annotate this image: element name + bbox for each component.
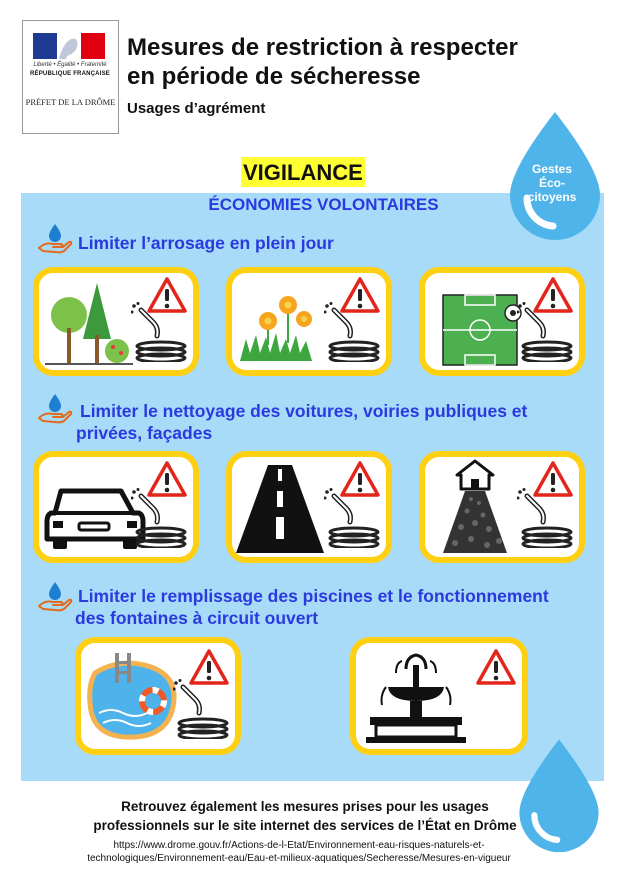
section-cleaning-title: [76, 400, 528, 444]
eco-gestures-drop: [505, 110, 605, 246]
footer-url[interactable]: [14, 839, 584, 865]
page-title: [127, 33, 597, 91]
pool-icon: [81, 643, 235, 749]
warning-icon: [535, 463, 571, 495]
warning-icon: [535, 279, 571, 311]
hand-drop-icon: [37, 580, 73, 612]
hand-drop-icon: [37, 392, 73, 424]
warning-icon: [342, 463, 378, 495]
card-sports-field: [419, 267, 585, 376]
eco-drop-line-3: citoyens: [527, 190, 577, 204]
title-line-2: en période de sécheresse: [127, 63, 421, 90]
warning-icon: [191, 651, 227, 683]
footer-line-2: professionnels sur le site internet des services de l’État en Drôme: [93, 818, 517, 833]
footer-url-line-1[interactable]: https://www.drome.gouv.fr/Actions-de-l-Etat/Environnement-eau-risques-naturels-et-: [113, 840, 485, 851]
hose-icon: [173, 679, 228, 739]
vigilance-level: VIGILANCE: [241, 157, 365, 187]
sports-field-icon: [425, 273, 579, 370]
footer-line-1: Retrouvez également les mesures prises pour les usages: [121, 799, 489, 814]
eco-drop-line-1: Gestes: [531, 162, 573, 176]
section-watering-title: Limiter l’arrosage en plein jour: [78, 233, 334, 253]
logo-republic: RÉPUBLIQUE FRANÇAISE: [29, 71, 110, 77]
card-car: [33, 451, 199, 563]
eco-drop-line-2: Éco-: [538, 176, 565, 190]
page-subtitle: Usages d’agrément: [127, 100, 266, 117]
warning-icon: [342, 279, 378, 311]
trees-icon: [39, 273, 193, 370]
section-cleaning-line-2: privées, façades: [76, 423, 213, 443]
card-pool: [75, 637, 241, 755]
card-flowers-lawn: [226, 267, 392, 376]
card-trees: [33, 267, 199, 376]
card-house-path: [419, 451, 585, 563]
section-cleaning-line-1: Limiter le nettoyage des voitures, voiries publiques et: [80, 401, 528, 421]
section-pools-line-2: des fontaines à circuit ouvert: [75, 608, 319, 628]
footer-notice: [30, 797, 580, 835]
logo-prefet: PRÉFET DE LA DRÔME: [25, 97, 116, 107]
footer-url-line-2[interactable]: technologiques/Environnement-eau/Eau-et-milieux-aquatiques/Secheresse/Mesures-en-vigueur: [87, 853, 511, 864]
fountain-icon: [356, 643, 522, 749]
section-pools-title: [75, 585, 549, 629]
hose-icon: [517, 488, 572, 548]
warning-icon: [149, 279, 185, 311]
panel-title: ÉCONOMIES VOLONTAIRES: [208, 195, 439, 214]
water-drop-icon: [515, 734, 603, 856]
road-icon: [232, 457, 386, 557]
car-icon: [39, 457, 193, 557]
flowers-lawn-icon: [232, 273, 386, 370]
card-road: [226, 451, 392, 563]
warning-icon: [149, 463, 185, 495]
prefecture-logo: [22, 20, 119, 134]
warning-icon: [478, 651, 514, 683]
house-path-icon: [425, 457, 579, 557]
section-pools-line-1: Limiter le remplissage des piscines et le fonctionnement: [78, 586, 549, 606]
marianne-flag-icon: [33, 33, 105, 59]
hose-icon: [324, 488, 379, 548]
card-fountain: [350, 637, 528, 755]
title-line-1: Mesures de restriction à respecter: [127, 34, 518, 61]
hand-drop-icon: [37, 222, 73, 254]
logo-motto: Liberté • Égalité • Fraternité: [33, 62, 107, 68]
